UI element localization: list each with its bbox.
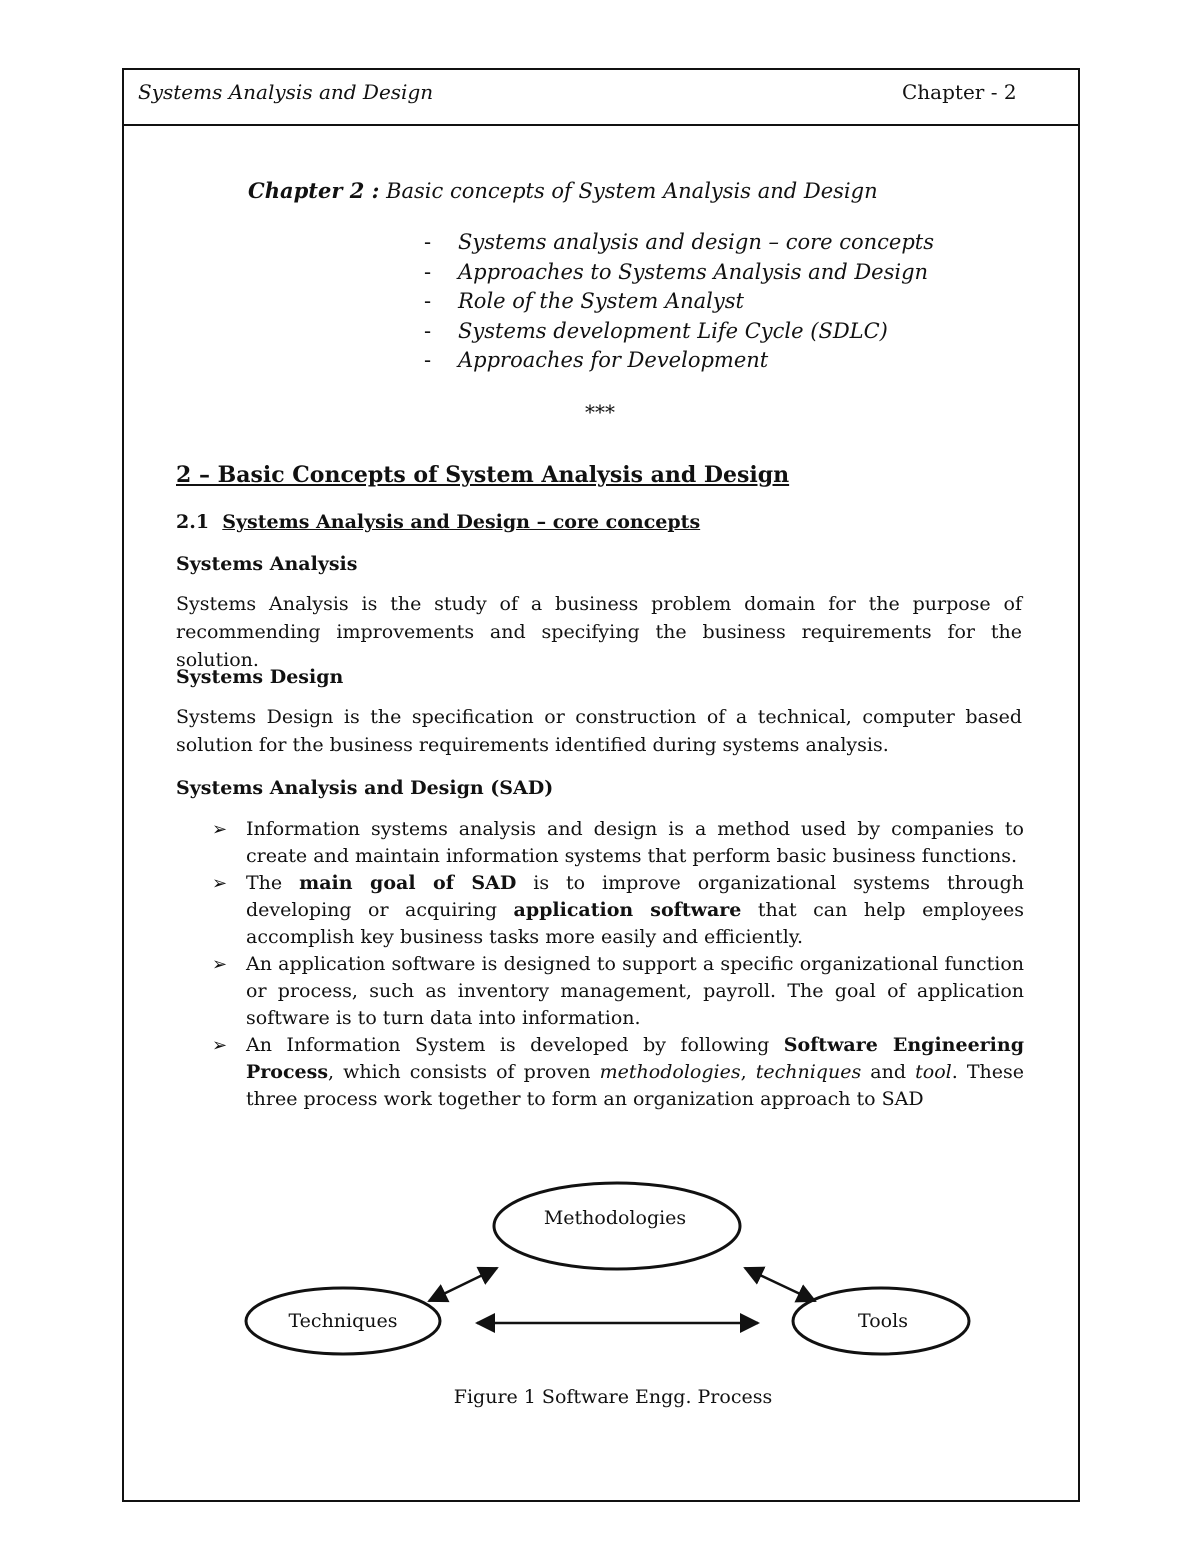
italic-term: tool	[915, 1061, 952, 1083]
toc-dash: -	[424, 318, 432, 343]
bullet-text: The	[246, 872, 300, 894]
techniques-methodologies-arrow	[429, 1268, 497, 1301]
methodologies-label: Methodologies	[543, 1207, 687, 1229]
bullet-text: and	[861, 1061, 916, 1083]
bullet-text: An Information System is developed by following	[246, 1034, 784, 1056]
bold-term: Software Engineering Process	[246, 1034, 1024, 1083]
toc-item-label: Approaches to Systems Analysis and Design	[458, 259, 929, 284]
section-separator: ***	[585, 400, 615, 424]
arrow-bullet-icon: ➢	[212, 954, 228, 975]
bullet-text: that can help employees accomplish key business tasks more easily and efficiently.	[246, 899, 1024, 948]
techniques-label: Techniques	[288, 1310, 398, 1332]
sad-heading: Systems Analysis and Design (SAD)	[176, 777, 554, 799]
bullet-text: is to improve organizational systems through developing or acquiring	[246, 872, 1024, 921]
bullet-text: ,	[740, 1061, 756, 1083]
subsection-title: Systems Analysis and Design – core concepts	[222, 511, 701, 533]
figure-caption: Figure 1 Software Engg. Process	[453, 1386, 773, 1408]
arrow-bullet-icon: ➢	[212, 819, 228, 840]
bullet-text: , which consists of proven	[328, 1061, 600, 1083]
toc-dash: -	[424, 259, 432, 284]
systems-analysis-heading: Systems Analysis	[176, 553, 358, 575]
chapter-title: Basic concepts of System Analysis and Design	[386, 179, 878, 203]
italic-term: techniques	[755, 1061, 862, 1083]
tools-label: Tools	[858, 1310, 908, 1332]
toc-dash: -	[424, 289, 432, 313]
bold-term: application software	[513, 899, 742, 921]
toc-dash: -	[424, 230, 432, 254]
toc-item-label: Role of the System Analyst	[458, 289, 744, 313]
bullet-text: . These three process work together to form an organization approach to SAD	[246, 1061, 1025, 1110]
toc-item-label: Systems development Life Cycle (SDLC)	[458, 318, 888, 343]
methodologies-tools-arrow	[745, 1268, 815, 1301]
chapter-label: Chapter 2 :	[248, 178, 380, 203]
italic-term: methodologies	[599, 1061, 741, 1083]
arrow-bullet-icon: ➢	[212, 1035, 228, 1056]
toc-item-label: Approaches for Development	[458, 348, 769, 372]
subsection-number: 2.1	[176, 511, 210, 533]
systems-design-text: Systems Design is the specification or construction of a technical, computer based solution for the business requirements identified during systems analysis.	[176, 706, 1022, 756]
header-chapter: Chapter - 2	[902, 80, 1017, 104]
header-title: Systems Analysis and Design	[138, 80, 434, 104]
systems-design-heading: Systems Design	[176, 666, 344, 688]
bullet-text: Information systems analysis and design is a method used by companies to create and maintain information systems that perform basic business functions.	[246, 818, 1024, 867]
systems-analysis-text: Systems Analysis is the study of a business problem domain for the purpose of recommending improvements and specifying the business requirements for the solution.	[176, 593, 1022, 671]
bullet-text: An application software is designed to support a specific organizational function or process, such as inventory management, payroll. The goal of application software is to turn data into information.	[246, 953, 1024, 1029]
section-title: 2 – Basic Concepts of System Analysis and Design	[176, 462, 790, 488]
toc-item-label: Systems analysis and design – core concepts	[458, 230, 935, 254]
arrow-bullet-icon: ➢	[212, 873, 228, 894]
toc-dash: -	[424, 348, 432, 372]
bold-term: main goal of SAD	[299, 872, 517, 894]
